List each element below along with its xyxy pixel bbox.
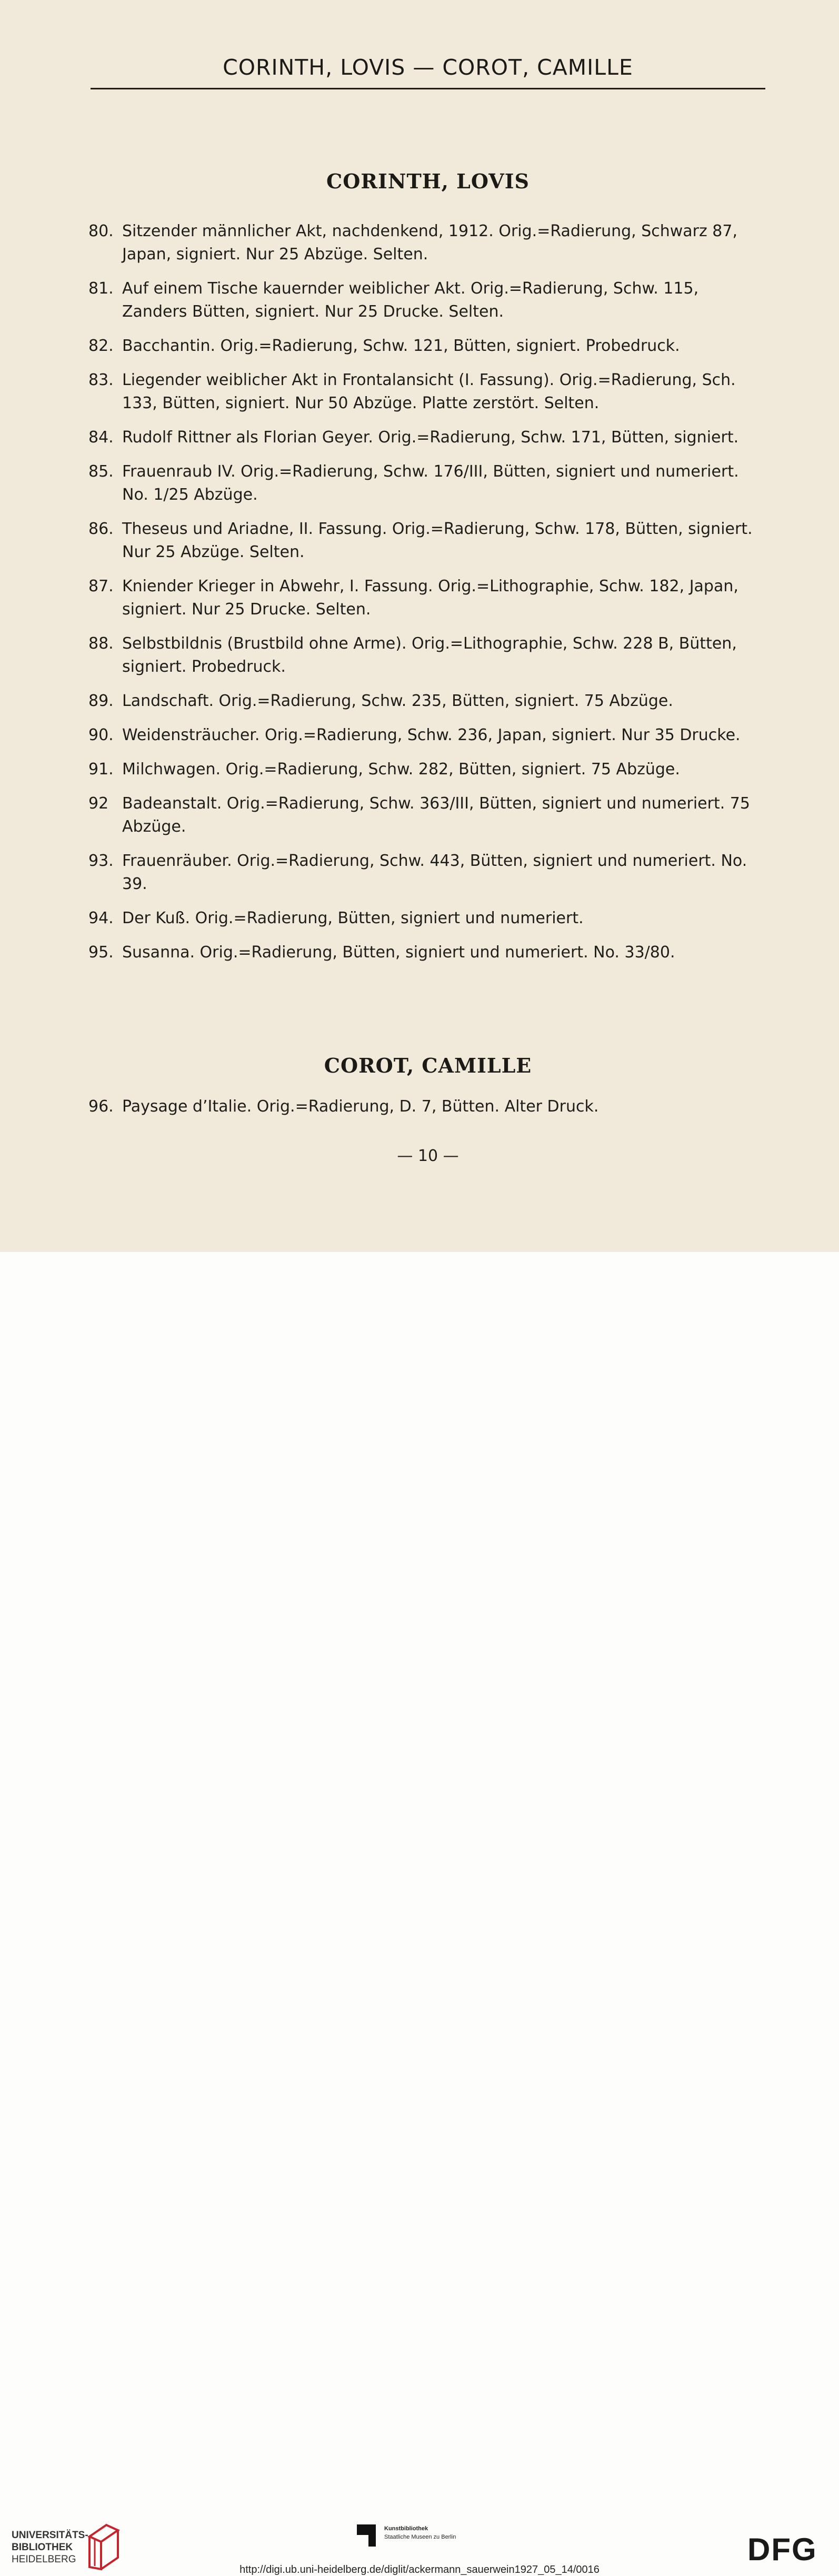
entry-number: 80. <box>88 222 114 240</box>
catalog-entry <box>88 426 767 449</box>
catalog-entry <box>88 335 767 358</box>
entry-text: Bacchantin. Orig.=Radierung, Schw. 121, Bütten, signiert. Probedruck. <box>122 337 680 355</box>
entry-number: 84. <box>88 428 114 447</box>
section-heading-corot: COROT, CAMILLE <box>324 1054 532 1077</box>
catalog-entry <box>88 460 767 507</box>
dfg-logo: DFG <box>747 2532 817 2567</box>
kunstbibliothek-subtitle: Staatliche Museen zu Berlin <box>384 2534 456 2540</box>
entry-number: 94. <box>88 909 114 927</box>
entry-list-corot <box>88 1095 767 1129</box>
entry-number: 88. <box>88 634 114 653</box>
entry-text: Der Kuß. Orig.=Radierung, Bütten, signiert und numeriert. <box>122 909 584 927</box>
entry-number: 91. <box>88 760 114 779</box>
catalog-entry <box>88 941 767 964</box>
catalog-entry <box>88 632 767 679</box>
entry-text: Paysage d’Italie. Orig.=Radierung, D. 7, Bütten. Alter Druck. <box>122 1097 599 1116</box>
entry-text: Liegender weiblicher Akt in Frontalansicht (I. Fassung). Orig.=Radierung, Sch. 133, Bütten, signiert. Nur 50 Abzüge. Platte zerstört. Selten. <box>122 371 736 412</box>
catalog-entry <box>88 792 767 839</box>
entry-number: 90. <box>88 726 114 744</box>
entry-text: Auf einem Tische kauernder weiblicher Akt. Orig.=Radierung, Schw. 115, Zanders Bütten, signiert. Nur 25 Drucke. Selten. <box>122 279 699 321</box>
entry-text: Badeanstalt. Orig.=Radierung, Schw. 363/III, Bütten, signiert und numeriert. 75 Abzüge. <box>122 794 750 836</box>
entry-text: Sitzender männlicher Akt, nachdenkend, 1912. Orig.=Radierung, Schwarz 87, Japan, signiert. Nur 25 Abzüge. Selten. <box>122 222 738 264</box>
entry-number: 93. <box>88 852 114 870</box>
entry-text: Frauenräuber. Orig.=Radierung, Schw. 443, Bütten, signiert und numeriert. No. 39. <box>122 852 747 893</box>
library-name <box>12 2529 88 2565</box>
running-header: CORINTH, LOVIS — COROT, CAMILLE <box>223 55 633 80</box>
catalog-entry <box>88 1095 767 1118</box>
catalog-entry <box>88 850 767 896</box>
catalog-entry <box>88 220 767 266</box>
entry-text: Selbstbildnis (Brustbild ohne Arme). Orig.=Lithographie, Schw. 228 B, Bütten, signiert. Probedruck. <box>122 634 737 676</box>
entry-text: Landschaft. Orig.=Radierung, Schw. 235, Bütten, signiert. 75 Abzüge. <box>122 692 673 710</box>
entry-number: 95. <box>88 943 114 962</box>
catalog-entry <box>88 369 767 415</box>
entry-text: Kniender Krieger in Abwehr, I. Fassung. Orig.=Lithographie, Schw. 182, Japan, signiert. Nur 25 Drucke. Selten. <box>122 577 738 619</box>
catalog-entry <box>88 518 767 564</box>
permalink-url[interactable]: http://digi.ub.uni-heidelberg.de/diglit/ackermann_sauerwein1927_05_14/0016 <box>239 2564 600 2575</box>
catalog-entry <box>88 758 767 781</box>
entry-text: Theseus und Ariadne, II. Fassung. Orig.=Radierung, Schw. 178, Bütten, signiert. Nur 25 Abzüge. Selten. <box>122 520 753 561</box>
scanned-page <box>0 0 839 1252</box>
catalog-entry <box>88 575 767 621</box>
entry-text: Rudolf Rittner als Florian Geyer. Orig.=Radierung, Schw. 171, Bütten, signiert. <box>122 428 739 447</box>
page-number: — 10 — <box>397 1147 459 1165</box>
entry-text: Weidensträucher. Orig.=Radierung, Schw. 236, Japan, signiert. Nur 35 Drucke. <box>122 726 741 744</box>
heidelberg-logo-icon <box>85 2521 122 2571</box>
library-name-line: UNIVERSITÄTS- <box>12 2530 88 2541</box>
entry-text: Milchwagen. Orig.=Radierung, Schw. 282, Bütten, signiert. 75 Abzüge. <box>122 760 680 779</box>
section-heading-corinth: CORINTH, LOVIS <box>326 169 530 193</box>
catalog-entry <box>88 277 767 324</box>
entry-text: Frauenraub IV. Orig.=Radierung, Schw. 176/III, Bütten, signiert und numeriert. No. 1/25 Abzüge. <box>122 462 739 504</box>
entry-number: 87. <box>88 577 114 595</box>
entry-number: 89. <box>88 692 114 710</box>
entry-number: 83. <box>88 371 114 389</box>
entry-number: 85. <box>88 462 114 481</box>
kunstbibliothek-logo-icon <box>357 2524 376 2547</box>
entry-number: 92 <box>88 794 109 813</box>
library-name-line: BIBLIOTHEK <box>12 2542 73 2553</box>
catalog-entry <box>88 907 767 930</box>
entry-number: 81. <box>88 279 114 298</box>
entry-number: 96. <box>88 1097 114 1116</box>
catalog-entry <box>88 724 767 747</box>
entry-number: 86. <box>88 520 114 538</box>
header-rule <box>91 88 765 89</box>
kunstbibliothek-label <box>384 2524 456 2541</box>
entry-text: Susanna. Orig.=Radierung, Bütten, signiert und numeriert. No. 33/80. <box>122 943 675 962</box>
catalog-entry <box>88 690 767 713</box>
digitization-footer <box>0 1252 839 2575</box>
library-name-line: HEIDELBERG <box>12 2554 76 2565</box>
entry-number: 82. <box>88 337 114 355</box>
entry-list-corinth <box>88 220 767 975</box>
kunstbibliothek-name: Kunstbibliothek <box>384 2526 428 2532</box>
